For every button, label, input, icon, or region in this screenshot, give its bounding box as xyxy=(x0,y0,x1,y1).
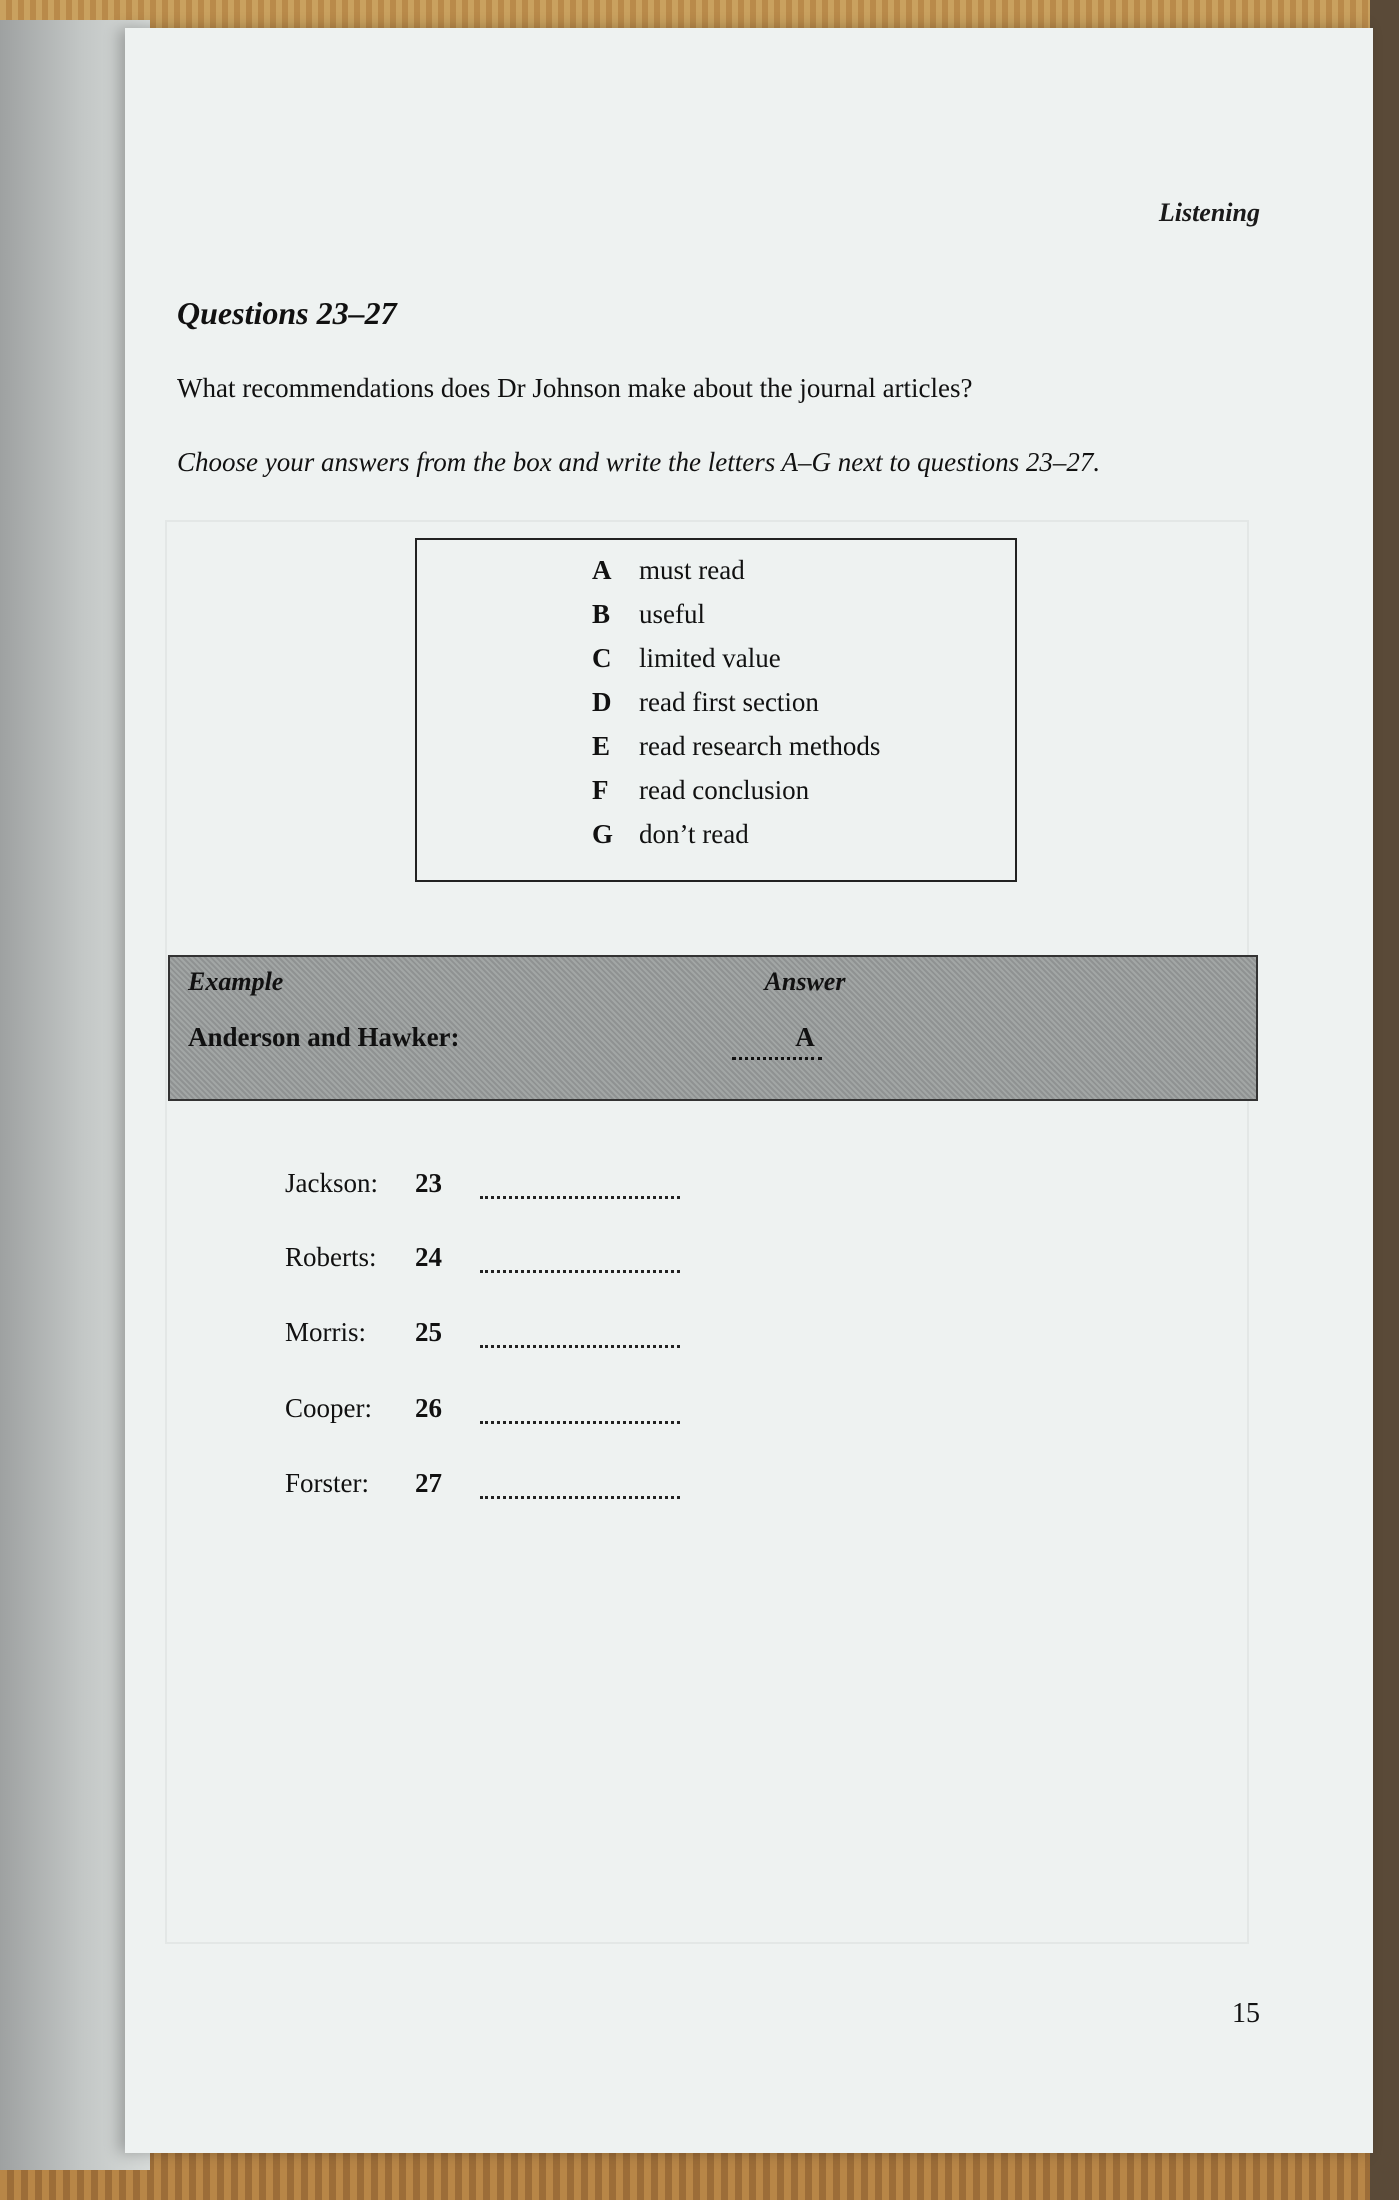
option-letter: D xyxy=(592,687,612,717)
option-text: must read xyxy=(639,555,745,585)
option-letter: G xyxy=(592,819,614,849)
option-letter: A xyxy=(592,555,612,585)
answer-blank[interactable] xyxy=(480,1270,680,1273)
item-name: Forster: xyxy=(285,1468,369,1498)
question-text: What recommendations does Dr Johnson make about the journal articles? xyxy=(177,373,973,403)
option-row xyxy=(417,592,1017,636)
questions-heading: Questions 23–27 xyxy=(177,295,397,331)
item-number: 24 xyxy=(415,1242,442,1272)
item-number: 27 xyxy=(415,1468,442,1498)
instruction-text: Choose your answers from the box and write the letters A–G next to questions 23–27. xyxy=(177,447,1101,477)
answer-blank[interactable] xyxy=(480,1496,680,1499)
item-name: Roberts: xyxy=(285,1242,377,1272)
option-letter: B xyxy=(592,599,611,629)
option-row xyxy=(417,812,1017,856)
option-letter: C xyxy=(592,643,612,673)
answer-item xyxy=(285,1317,885,1357)
options-box xyxy=(415,538,1017,882)
example-label: Example xyxy=(188,967,284,996)
page-number: 15 xyxy=(1232,1998,1260,2029)
answer-item xyxy=(285,1468,885,1508)
running-head: Listening xyxy=(1158,198,1260,227)
option-row xyxy=(417,724,1017,768)
example-box xyxy=(168,955,1258,1101)
option-text: useful xyxy=(639,599,705,629)
table-surface-bottom xyxy=(0,2150,1399,2200)
option-text: read first section xyxy=(639,687,819,717)
example-answer-label: Answer xyxy=(764,967,846,996)
example-answer: A xyxy=(795,1022,815,1052)
option-row xyxy=(417,768,1017,812)
option-text: read research methods xyxy=(639,731,881,761)
item-name: Morris: xyxy=(285,1317,366,1347)
example-name: Anderson and Hawker: xyxy=(188,1022,460,1052)
option-text: don’t read xyxy=(639,819,749,849)
answer-blank[interactable] xyxy=(480,1196,680,1199)
answer-item xyxy=(285,1242,885,1282)
item-number: 23 xyxy=(415,1168,442,1198)
option-letter: F xyxy=(592,775,609,805)
option-letter: E xyxy=(592,731,611,761)
item-number: 25 xyxy=(415,1317,442,1347)
option-text: read conclusion xyxy=(639,775,810,805)
answer-blank[interactable] xyxy=(480,1421,680,1424)
option-row xyxy=(417,680,1017,724)
option-text: limited value xyxy=(639,643,781,673)
answer-blank[interactable] xyxy=(480,1345,680,1348)
option-row xyxy=(417,548,1017,592)
example-answer-dots xyxy=(732,1057,822,1060)
table-surface-right xyxy=(1370,0,1399,2200)
item-name: Cooper: xyxy=(285,1393,372,1423)
answer-item xyxy=(285,1168,885,1208)
item-number: 26 xyxy=(415,1393,442,1423)
option-row xyxy=(417,636,1017,680)
item-name: Jackson: xyxy=(285,1168,378,1198)
answer-item xyxy=(285,1393,885,1433)
